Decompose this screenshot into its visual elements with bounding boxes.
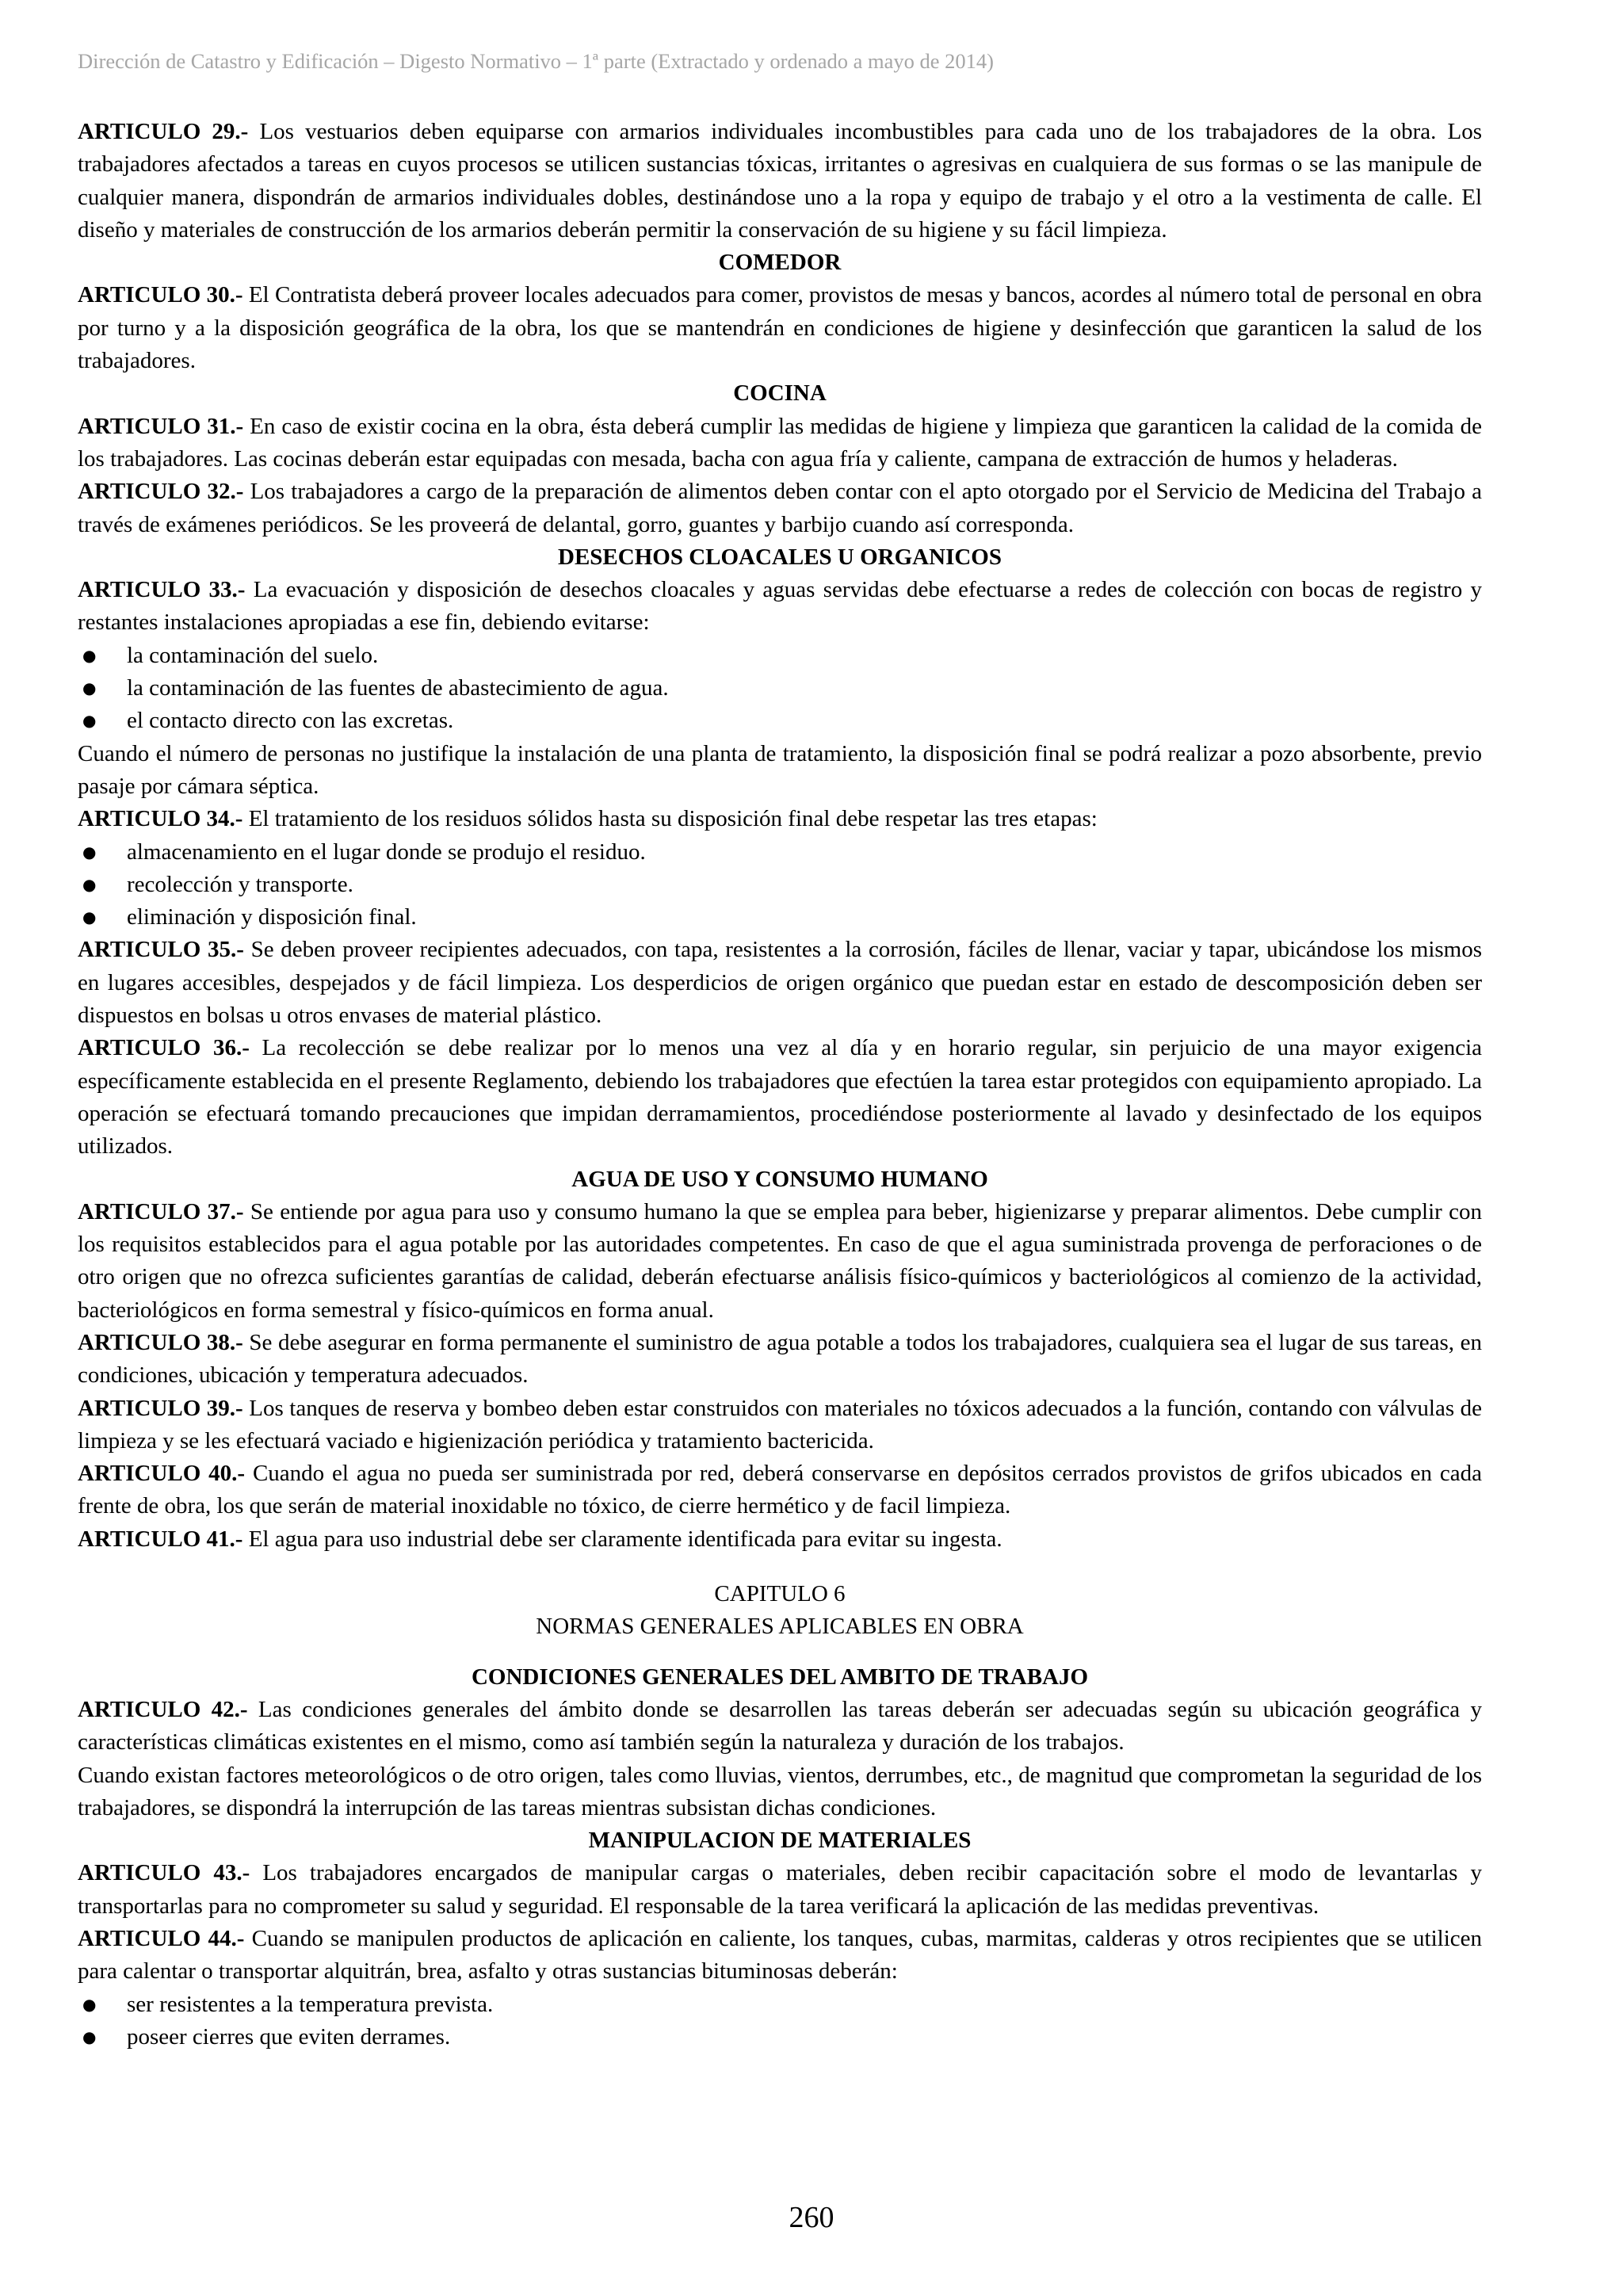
article-text: Cuando el agua no pueda ser suministrada por red, deberá conservarse en depósitos cerrados provistos de grifos ubicados en cada frente de obra, los que serán de material inoxidable no tóxico, de cierre hermético y de facil limpieza.	[78, 1461, 1483, 1519]
article-label: ARTICULO 41.-	[78, 1526, 243, 1552]
list-item	[78, 640, 1482, 672]
article-43	[78, 1857, 1482, 1923]
list-item-text: almacenamiento en el lugar donde se produjo el residuo.	[127, 839, 646, 865]
section-title-comedor: COMEDOR	[718, 250, 842, 276]
article-text: El Contratista deberá proveer locales adecuados para comer, provistos de mesas y bancos, acordes al número total de personal en obra por turno y a la disposición geográfica de la obra, los que se mantendrán en condiciones de higiene y desinfección que garanticen la salud de los trabajadores.	[78, 282, 1482, 374]
article-39	[78, 1392, 1482, 1458]
list-item-text: el contacto directo con las excretas.	[127, 708, 454, 734]
article-text: La recolección se debe realizar por lo menos una vez al día y en horario regular, sin perjuicio de una mayor exigencia específicamente establecida en el presente Reglamento, debiendo los trabajadores que efectúen la tarea estar protegidos con equipamiento apropiado. La operación se efectuará tomando precauciones que impidan derramamientos, procediéndose posteriormente al lavado y desinfectado de los equipos utilizados.	[78, 1035, 1482, 1159]
article-35	[78, 934, 1482, 1032]
spacer	[78, 1644, 1482, 1661]
article-text: El tratamiento de los residuos sólidos hasta su disposición final debe respetar las tres etapas:	[242, 806, 1098, 832]
list-item	[78, 672, 1482, 705]
article-label: ARTICULO 32.-	[78, 479, 244, 505]
bullet-icon: ●	[82, 1994, 97, 2014]
article-36	[78, 1032, 1482, 1163]
list-item-text: poseer cierres que eviten derrames.	[127, 2023, 451, 2050]
list-item	[78, 901, 1482, 934]
bullet-icon: ●	[82, 711, 97, 731]
article-label: ARTICULO 44.-	[78, 1926, 245, 1952]
page-header: Dirección de Catastro y Edificación – Digesto Normativo – 1ª parte (Extractado y ordenado a mayo de 2014)	[78, 49, 994, 73]
article-34	[78, 803, 1482, 835]
bullet-icon: ●	[82, 678, 97, 698]
bullet-icon: ●	[82, 907, 97, 927]
article-42	[78, 1694, 1482, 1759]
article-text: Se entiende por agua para uso y consumo humano la que se emplea para beber, higienizarse y preparar alimentos. Debe cumplir con los requisitos establecidos para el agua potable por las autoridades competentes. En caso de que el agua suministrada provenga de perforaciones o de otro origen que no ofrezca suficientes garantías de calidad, deberán efectuarse análisis físico-químicos y bacteriológicos al comienzo de la actividad, bacteriológicos en forma semestral y físico-químicos en forma anual.	[78, 1198, 1482, 1323]
article-label: ARTICULO 36.-	[78, 1035, 250, 1061]
article-label: ARTICULO 37.-	[78, 1198, 244, 1224]
article-33	[78, 574, 1482, 640]
article-text: Se deben proveer recipientes adecuados, con tapa, resistentes a la corrosión, fáciles de llenar, vaciar y tapar, ubicándose los mismos en lugares accesibles, despejados y de fácil limpieza. Los desperdicios de origen orgánico que puedan estar en estado de descomposición deben ser dispuestos en bolsas u otros envases de material plástico.	[78, 937, 1483, 1029]
article-text: Los trabajadores encargados de manipular cargas o materiales, deben recibir capacitación sobre el modo de levantarlas y transportarlas para no comprometer su salud y seguridad. El responsable de la tarea verificará la aplicación de las medidas preventivas.	[78, 1860, 1482, 1919]
article-label: ARTICULO 31.-	[78, 413, 244, 439]
article-text: Cuando se manipulen productos de aplicación en caliente, los tanques, cubas, marmitas, calderas y otros recipientes que se utilicen para calentar o transportar alquitrán, brea, asfalto y otras sustancias bituminosas deberán:	[78, 1926, 1483, 1985]
article-label: ARTICULO 40.-	[78, 1461, 246, 1487]
list-item-text: eliminación y disposición final.	[127, 904, 417, 930]
list-item	[78, 869, 1482, 901]
bullet-icon: ●	[82, 842, 97, 861]
article-33-continuation: Cuando el número de personas no justifique la instalación de una planta de tratamiento, la disposición final se podrá realizar a pozo absorbente, previo pasaje por cámara séptica.	[78, 740, 1482, 799]
article-label: ARTICULO 30.-	[78, 282, 243, 308]
article-38	[78, 1327, 1482, 1392]
article-40	[78, 1457, 1482, 1523]
article-text: Los trabajadores a cargo de la preparación de alimentos deben contar con el apto otorgado por el Servicio de Medicina del Trabajo a través de exámenes periódicos. Se les proveerá de delantal, gorro, guantes y barbijo cuando así corresponda.	[78, 479, 1483, 537]
section-title-desechos: DESECHOS CLOACALES U ORGANICOS	[558, 544, 1002, 570]
section-title-condiciones: CONDICIONES GENERALES DEL AMBITO DE TRABAJO	[471, 1664, 1089, 1690]
article-29	[78, 116, 1482, 246]
article-text: La evacuación y disposición de desechos cloacales y aguas servidas debe efectuarse a redes de colección con bocas de registro y restantes instalaciones apropiadas a ese fin, debiendo evitarse:	[78, 577, 1482, 636]
document-body	[78, 116, 1482, 2053]
bullet-icon: ●	[82, 874, 97, 894]
article-text: Los vestuarios deben equiparse con armarios individuales incombustibles para cada uno de los trabajadores de la obra. Los trabajadores afectados a tareas en cuyos procesos se utilicen sustancias tóxicas, irritantes o agresivas en cualquiera de sus formas o se las manipule de cualquier manera, dispondrán de armarios individuales dobles, destinándose uno a la ropa y equipo de trabajo y el otro a la vestimenta de calle. El diseño y materiales de construcción de los armarios deberán permitir la conservación de su higiene y su fácil limpieza.	[78, 119, 1482, 243]
list-item-text: la contaminación del suelo.	[127, 642, 379, 668]
article-label: ARTICULO 38.-	[78, 1329, 243, 1355]
section-title-cocina: COCINA	[733, 380, 827, 407]
chapter-number: CAPITULO 6	[714, 1581, 846, 1607]
bullet-icon: ●	[82, 645, 97, 665]
page-number: 260	[789, 2201, 834, 2234]
article-label: ARTICULO 29.-	[78, 119, 249, 144]
list-item	[78, 705, 1482, 737]
bullet-icon: ●	[82, 2027, 97, 2046]
article-label: ARTICULO 39.-	[78, 1395, 243, 1421]
list-item-text: la contaminación de las fuentes de abastecimiento de agua.	[127, 675, 669, 701]
article-text: En caso de existir cocina en la obra, ésta deberá cumplir las medidas de higiene y limpieza que garanticen la calidad de la comida de los trabajadores. Las cocinas deberán estar equipadas con mesada, bacha con agua fría y caliente, campana de extracción de humos y heladeras.	[78, 413, 1483, 472]
list-item	[78, 2021, 1482, 2053]
article-label: ARTICULO 33.-	[78, 577, 246, 603]
article-44	[78, 1923, 1482, 1988]
article-label: ARTICULO 43.-	[78, 1860, 250, 1886]
list-item	[78, 836, 1482, 869]
list-item-text: recolección y transporte.	[127, 871, 353, 897]
chapter-title: NORMAS GENERALES APLICABLES EN OBRA	[536, 1614, 1024, 1640]
article-41	[78, 1523, 1482, 1556]
article-text: El agua para uso industrial debe ser claramente identificada para evitar su ingesta.	[242, 1526, 1002, 1552]
article-label: ARTICULO 34.-	[78, 806, 243, 832]
list-item	[78, 1988, 1482, 2021]
article-32	[78, 476, 1482, 541]
article-label: ARTICULO 42.-	[78, 1696, 248, 1722]
article-text: Los tanques de reserva y bombeo deben estar construidos con materiales no tóxicos adecuados a la función, contando con válvulas de limpieza y se les efectuará vaciado e higienización periódica y tratamiento bactericida.	[78, 1395, 1482, 1454]
article-30	[78, 279, 1482, 377]
article-31	[78, 411, 1482, 476]
spacer	[78, 1556, 1482, 1578]
article-text: Las condiciones generales del ámbito donde se desarrollen las tareas deberán ser adecuadas según su ubicación geográfica y características climáticas existentes en el mismo, como así también según la naturaleza y duración de los trabajos.	[78, 1696, 1482, 1755]
article-label: ARTICULO 35.-	[78, 937, 244, 963]
article-37	[78, 1196, 1482, 1327]
article-text: Se debe asegurar en forma permanente el suministro de agua potable a todos los trabajadores, cualquiera sea el lugar de sus tareas, en condiciones, ubicación y temperatura adecuados.	[78, 1329, 1482, 1389]
section-title-agua: AGUA DE USO Y CONSUMO HUMANO	[571, 1166, 988, 1192]
list-item-text: ser resistentes a la temperatura prevista.	[127, 1991, 494, 2017]
article-42-continuation: Cuando existan factores meteorológicos o de otro origen, tales como lluvias, vientos, derrumbes, etc., de magnitud que comprometan la seguridad de los trabajadores, se dispondrá la interrupción de las tareas mientras subsistan dichas condiciones.	[78, 1762, 1482, 1820]
section-title-manipulacion: MANIPULACION DE MATERIALES	[588, 1828, 972, 1854]
